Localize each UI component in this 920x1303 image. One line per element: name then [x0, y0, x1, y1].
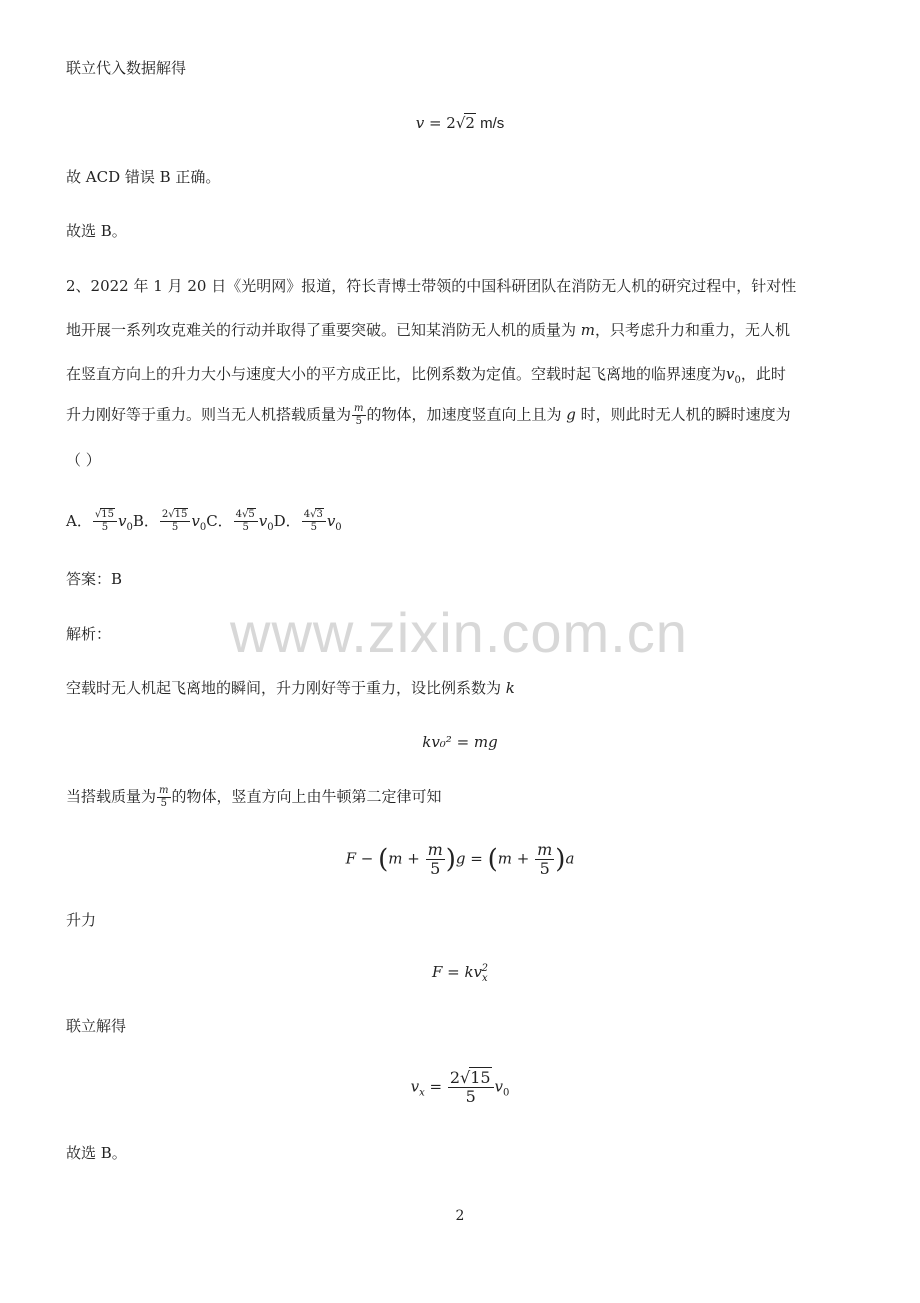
option-b: B． $\frac{2√15}{5}$ $v_0$	[132, 509, 207, 533]
page-number: 2	[455, 1208, 465, 1224]
question-line-1: 2、2022 年 1 月 20 日《光明网》报道，符长青博士带领的中国科研团队在消防无人机的研究过程中，针对性	[66, 277, 797, 295]
question-line-4: 升力刚好等于重力。则当无人机搭载质量为 $\frac{m}{5}$ 的物体，加速度竖直向上且为 g 时，则此时无人机的瞬时速度为	[66, 403, 791, 427]
analysis-title: 解析：	[66, 625, 112, 643]
watermark: www.zixin.com.cn	[230, 601, 688, 664]
analysis-paragraph-2: 当搭载质量为 $\frac{m}{5}$ 的物体，竖直方向上由牛顿第二定律可知	[66, 785, 442, 809]
question-line-2: 地开展一系列攻克难关的行动并取得了重要突破。已知某消防无人机的质量为 m，只考虑升力和重力，无人机	[66, 321, 791, 339]
sqrt-value: 2	[465, 114, 475, 132]
analysis-paragraph-4: 联立解得	[66, 1017, 127, 1035]
option-a: A． $\frac{√15}{5}$ $v_0$	[66, 509, 133, 533]
equation-final-velocity: $v_x$ = $\frac{2√15}{5}$ $v_0$	[410, 1068, 510, 1106]
options-row	[66, 510, 342, 538]
solve-text: 联立代入数据解得	[66, 59, 187, 77]
analysis-paragraph-3: 升力	[66, 911, 97, 929]
equation-newton-second-law: F − (m + $\frac{m}{5}$ )g = (m + $\frac{m}{5}$ )a	[345, 840, 575, 878]
answer-line: 答案：B	[66, 570, 123, 588]
analysis-paragraph-1: 空载时无人机起飞离地的瞬间，升力刚好等于重力，设比例系数为 k	[66, 679, 515, 697]
question-line-3: 在竖直方向上的升力大小与速度大小的平方成正比，比例系数为定值。空载时起飞离地的临界速度为$v_0$，此时	[66, 365, 786, 386]
option-c: C． $\frac{4√5}{5}$ $v_0$	[206, 509, 274, 533]
equation-lift-gravity: kv₀² = mg	[422, 733, 498, 751]
answer-text: 故选 B。	[66, 222, 127, 240]
conclusion-text: 故 ACD 错误 B 正确。	[66, 168, 221, 186]
final-answer: 故选 B。	[66, 1144, 127, 1162]
equation-velocity-result: v = 2√2 m/s	[415, 114, 505, 132]
question-blank: （ ）	[66, 451, 101, 469]
option-d: D． $\frac{4√3}{5}$ $v_0$	[273, 509, 342, 533]
equation-lift-force: $F = kv_x^2$	[431, 963, 489, 984]
